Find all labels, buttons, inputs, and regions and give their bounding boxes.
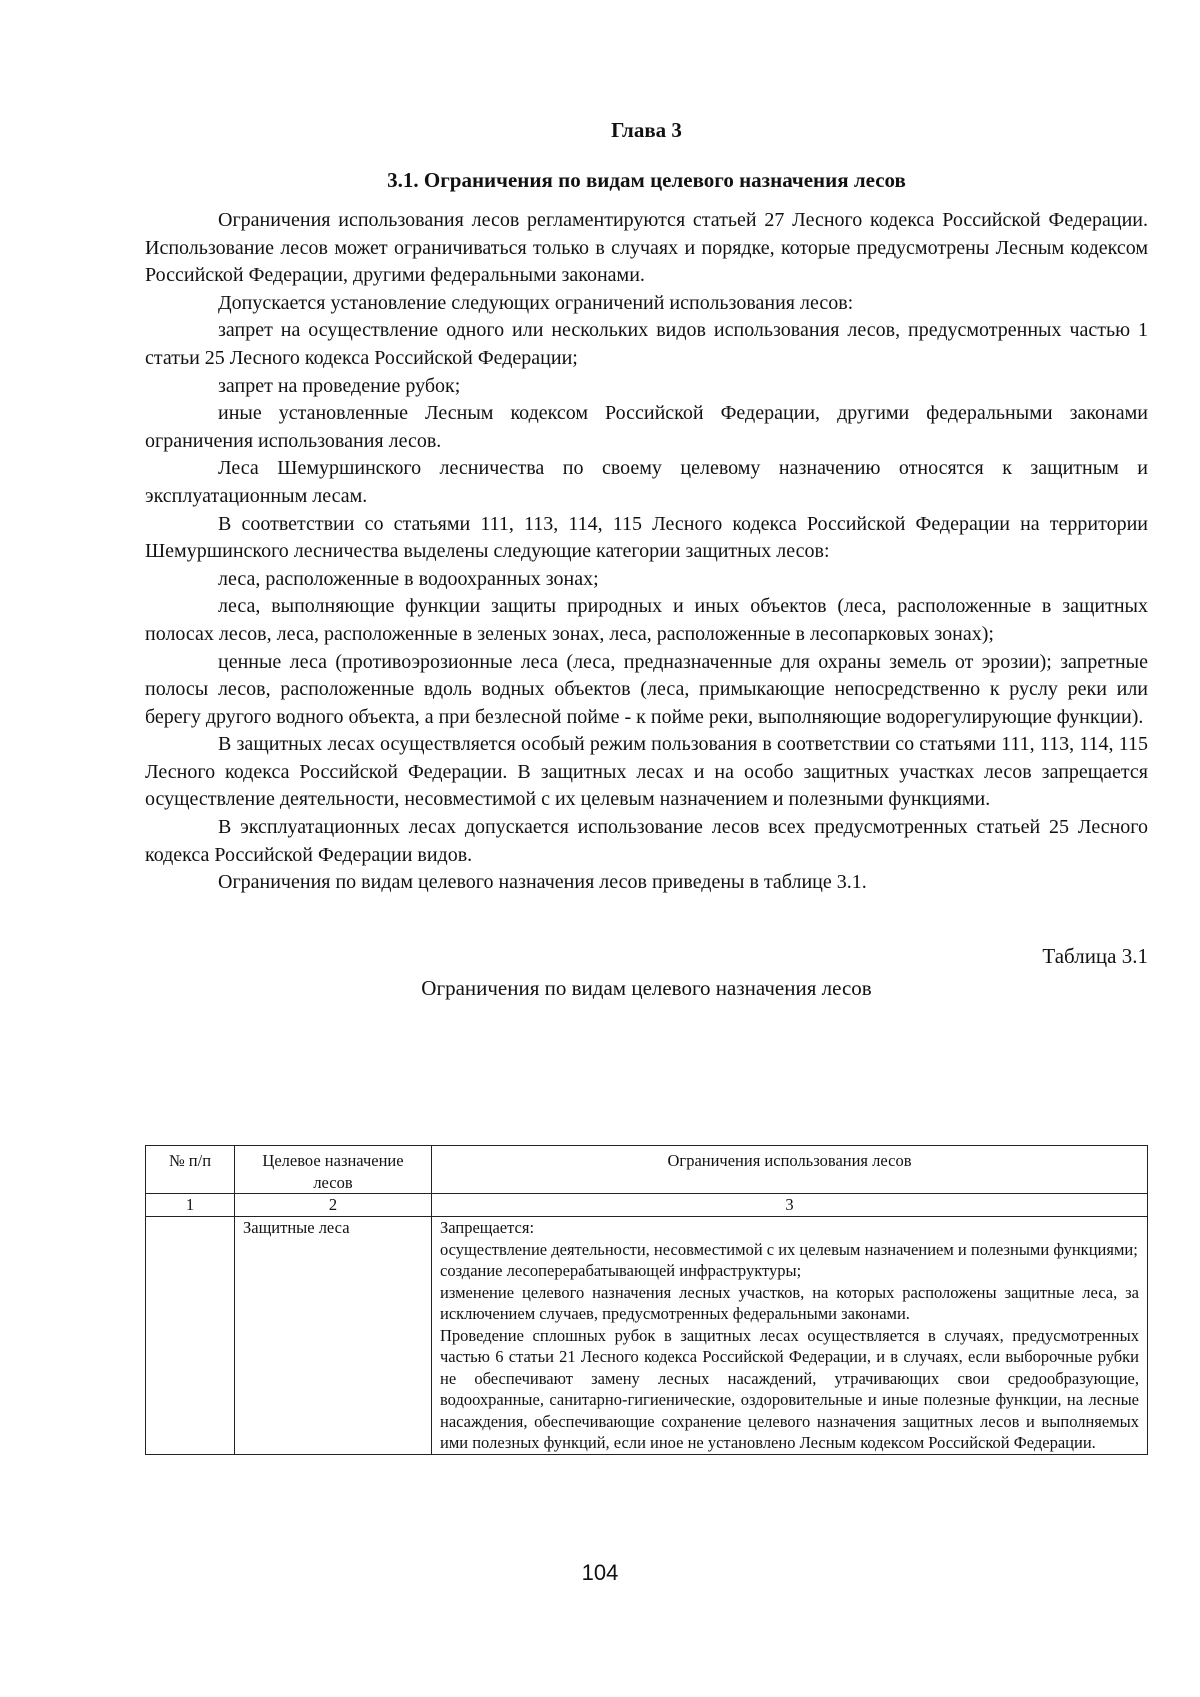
row-purpose: Защитные леса [235,1217,432,1455]
column-number: 1 [146,1194,235,1217]
paragraph: леса, выполняющие функции защиты природных и иных объектов (леса, расположенные в защитных полосах лесов, леса, расположенные в зеленых зонах, леса, расположенные в лесопарковых зонах); [145,595,1148,645]
restriction-line: создание лесоперерабатывающей инфраструктуры; [440,1261,802,1280]
paragraph: В защитных лесах осуществляется особый режим пользования в соответствии со статьями 111, 113, 114, 115 Лесного кодекса Российской Федерации. В защитных лесах и на особо защитных участках лесов запрещается осуществление деятельности, несовместимой с их целевым назначением и полезными функциями. [145,733,1148,811]
restrictions-table [145,1145,1148,1455]
page-number: 104 [581,1560,619,1585]
header-restrictions: Ограничения использования лесов [432,1146,1148,1194]
paragraph: ценные леса (противоэрозионные леса (леса, предназначенные для охраны земель от эрозии); запретные полосы лесов, расположенные вдоль водных объектов (леса, примыкающие непосредственно к руслу реки или берегу другого водного объекта, а при безлесной пойме - к пойме реки, выполняющие водорегулирующие функции). [145,650,1148,728]
column-number: 3 [432,1194,1148,1217]
column-number-row [146,1194,1148,1217]
paragraph: Допускается установление следующих ограничений использования лесов: [218,291,854,314]
table-title: Ограничения по видам целевого назначения лесов [421,975,872,1000]
column-number: 2 [235,1194,432,1217]
paragraph: запрет на проведение рубок; [218,374,461,397]
paragraph: иные установленные Лесным кодексом Российской Федерации, другими федеральными законами ограничения использования лесов. [145,402,1148,452]
paragraph: Леса Шемуршинского лесничества по своему целевому назначению относятся к защитным и эксплуатационным лесам. [145,457,1148,507]
table-row [146,1217,1148,1455]
document-page [145,110,1148,1452]
restriction-line: осуществление деятельности, несовместимой с их целевым назначением и полезными функциями; [440,1239,1138,1259]
chapter-title: Глава 3 [611,118,682,142]
row-num [146,1217,235,1455]
paragraph: В соответствии со статьями 111, 113, 114, 115 Лесного кодекса Российской Федерации на территории Шемуршинского лесничества выделены следующие категории защитных лесов: [145,512,1148,563]
row-restrictions [432,1217,1148,1455]
table-number: Таблица 3.1 [1042,943,1148,968]
header-purpose: Целевое назначение лесов [235,1146,432,1194]
paragraph: В эксплуатационных лесах допускается использование лесов всех предусмотренных статьей 25 Лесного кодекса Российской Федерации видов. [145,816,1148,866]
restriction-line: Проведение сплошных рубок в защитных лесах осуществляется в случаях, предусмотренных частью 6 статьи 21 Лесного кодекса Российской Федерации, и в случаях, если выборочные рубки не обеспечивают замену лесных насаждений, утрачивающих свои средообразующие, водоохранные, санитарно-гигиенические, оздоровительные и иные полезные функции, на лесные насаждения, обеспечивающие сохранение целевого назначения защитных лесов и выполняемых ими полезных функций, если иное не установлено Лесным кодексом Российской Федерации. [440,1325,1139,1452]
section-title: 3.1. Ограничения по видам целевого назначения лесов [387,168,906,192]
header-num: № п/п [146,1146,235,1194]
paragraph: Ограничения по видам целевого назначения лесов приведены в таблице 3.1. [218,871,867,894]
paragraph: леса, расположенные в водоохранных зонах; [218,567,599,590]
table-header-row [146,1146,1148,1194]
restriction-line: изменение целевого назначения лесных участков, на которых расположены защитные леса, за исключением случаев, предусмотренных федеральными законами. [440,1282,1139,1323]
paragraph: запрет на осуществление одного или нескольких видов использования лесов, предусмотренных частью 1 статьи 25 Лесного кодекса Российской Федерации; [145,319,1148,369]
body-text [145,207,1148,897]
paragraph: Ограничения использования лесов регламентируются статьей 27 Лесного кодекса Российской Федерации. Использование лесов может ограничиваться только в случаях и порядке, которые предусмотрены Лесным кодексом Российской Федерации, другими федеральными законами. [145,209,1148,287]
restriction-line: Запрещается: [440,1218,535,1237]
